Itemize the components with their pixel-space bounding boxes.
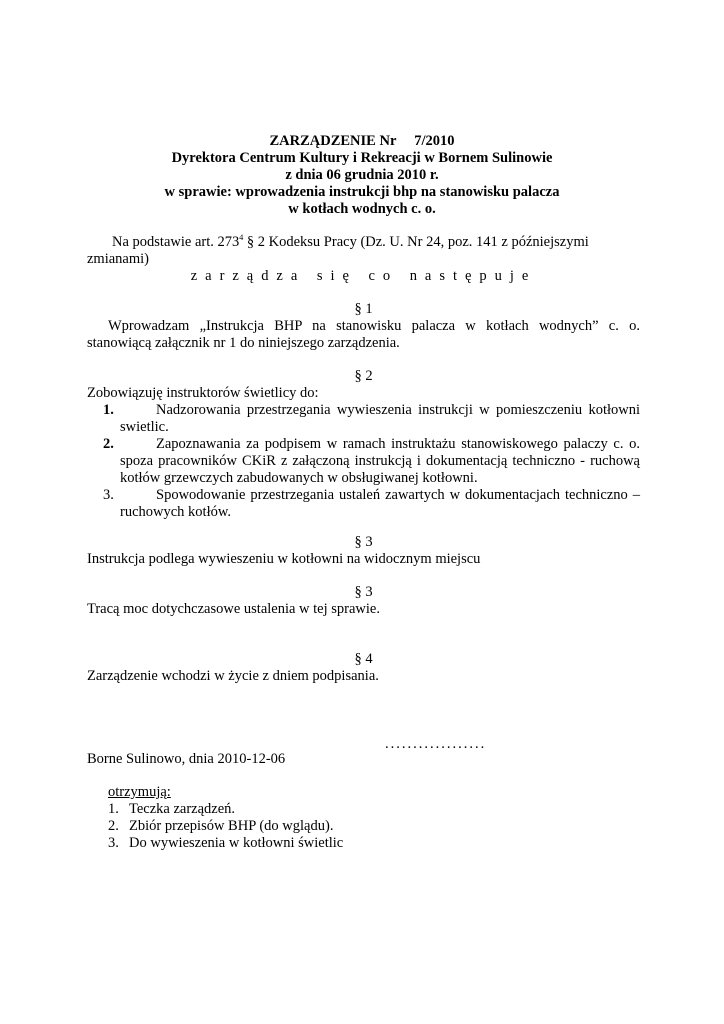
list-item	[87, 402, 640, 436]
recipients-list	[108, 801, 343, 852]
issuer: Dyrektora Centrum Kultury i Rekreacji w Bornem Sulinowie	[171, 150, 553, 166]
section-4-heading: § 4	[354, 651, 373, 667]
list-item	[108, 818, 343, 835]
legal-basis-sup: 4	[239, 233, 244, 243]
list-item-text: Zapoznawania za podpisem w ramach instruktażu stanowiskowego palaczy c. o. spoza pracowników CKiR z załączoną instrukcją i dokumentacją techniczno - ruchową kotłów grzewczych zabudowanych w obsługiwanej kotłowni.	[120, 436, 640, 486]
list-item-text: Teczka zarządzeń.	[129, 801, 236, 817]
list-item-text: Spowodowanie przestrzegania ustaleń zawartych w dokumentacjach techniczno – ruchowych kotłów.	[120, 487, 640, 520]
list-item-number: 3.	[108, 835, 119, 851]
section-4-text: Zarządzenie wchodzi w życie z dniem podpisania.	[87, 668, 379, 684]
section-1-text: Wprowadzam „Instrukcja BHP na stanowisku palacza w kotłach wodnych” c. o. stanowiącą załącznik nr 1 do niniejszego zarządzenia.	[87, 318, 640, 351]
list-item-text: Zbiór przepisów BHP (do wglądu).	[129, 818, 334, 834]
issue-date: z dnia 06 grudnia 2010 r.	[285, 167, 439, 183]
list-item-number: 1.	[103, 402, 114, 418]
section-1-heading: § 1	[354, 301, 373, 317]
section-3a-text: Instrukcja podlega wywieszeniu w kotłowni na widocznym miejscu	[87, 551, 481, 567]
title: ZARZĄDZENIE Nr 7/2010	[269, 133, 455, 149]
subject: w sprawie: wprowadzenia instrukcji bhp na stanowisku palacza	[164, 184, 560, 200]
list-item	[108, 835, 343, 852]
list-item-text: Do wywieszenia w kotłowni świetlic	[129, 835, 344, 851]
legal-basis-post: § 2 Kodeksu Pracy (Dz. U. Nr 24, poz. 141 z późniejszymi	[243, 234, 589, 250]
list-item	[87, 436, 640, 487]
legal-basis-cont: zmianami)	[87, 251, 150, 267]
section-3b-heading: § 3	[354, 584, 373, 600]
decree-statement: zarządza się co następuje	[190, 268, 537, 284]
list-item	[108, 801, 343, 818]
signature-line: ..................	[385, 736, 487, 752]
subject-cont: w kotłach wodnych c. o.	[288, 201, 436, 217]
recipients-title: otrzymują:	[108, 784, 171, 800]
list-item-number: 2.	[103, 436, 114, 452]
list-item-text: Nadzorowania przestrzegania wywieszenia instrukcji w pomieszczeniu kotłowni swietlic.	[120, 402, 640, 435]
section-2-intro: Zobowiązuję instruktorów świetlicy do:	[87, 385, 319, 401]
document-header	[0, 133, 724, 218]
legal-basis-pre: Na podstawie art. 273	[112, 234, 240, 250]
section-3a-heading: § 3	[354, 534, 373, 550]
legal-basis	[112, 234, 589, 251]
section-2-heading: § 2	[354, 368, 373, 384]
place-date: Borne Sulinowo, dnia 2010-12-06	[87, 751, 286, 767]
section-3b-text: Tracą moc dotychczasowe ustalenia w tej sprawie.	[87, 601, 380, 617]
list-item-number: 2.	[108, 818, 119, 834]
list-item	[87, 487, 640, 521]
list-item-number: 3.	[103, 487, 114, 503]
list-item-number: 1.	[108, 801, 119, 817]
